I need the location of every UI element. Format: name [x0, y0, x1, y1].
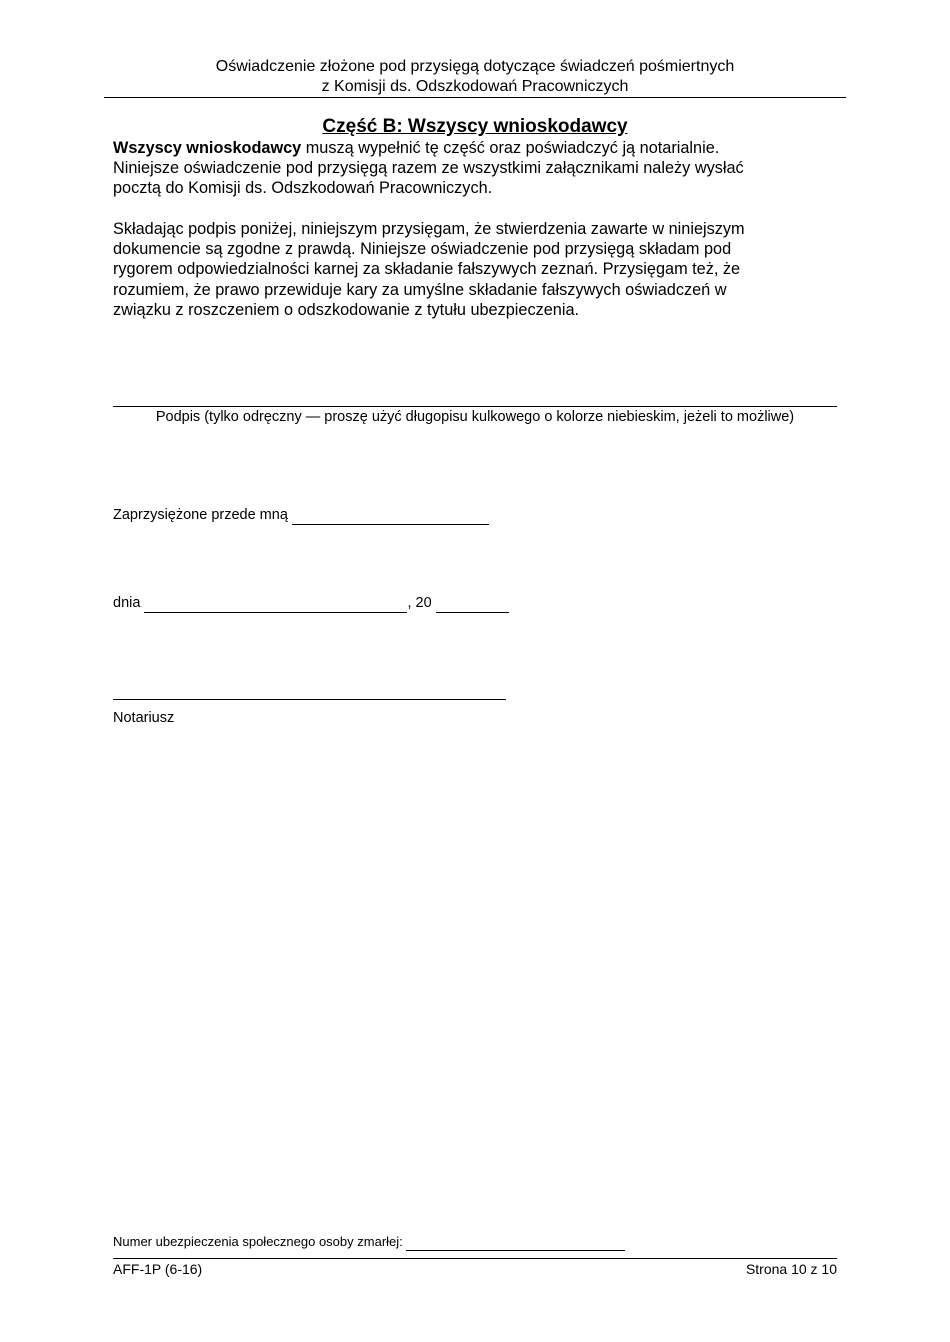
ssn-field[interactable] [406, 1236, 625, 1251]
signature-field[interactable] [113, 406, 837, 407]
notary-signature-field[interactable] [113, 699, 506, 700]
oath-line-5: związku z roszczeniem o odszkodowanie z tytułu ubezpieczenia. [113, 300, 580, 319]
oath-paragraph [113, 219, 838, 320]
oath-line-3: rygorem odpowiedzialności karnej za składanie fałszywych zeznań. Przysięgam też, że [113, 260, 741, 279]
date-row [113, 593, 509, 613]
section-title: Część B: Wszyscy wnioskodawcy [322, 116, 628, 137]
date-year-label: , 20 [407, 595, 432, 611]
intro-bold-lead: Wszyscy wnioskodawcy [113, 139, 302, 157]
ssn-label: Numer ubezpieczenia społecznego osoby zmarłej: [113, 1234, 403, 1249]
intro-line-3: pocztą do Komisji ds. Odszkodowań Pracowniczych. [113, 179, 493, 198]
intro-paragraph [113, 138, 838, 199]
header-title-line-2: z Komisji ds. Odszkodowań Pracowniczych [321, 78, 629, 95]
signature-caption: Podpis (tylko odręczny — proszę użyć długopisu kulkowego o kolorze niebieskim, jeżeli to możliwe) [155, 409, 795, 425]
sworn-before-label: Zaprzysiężone przede mną [113, 507, 288, 523]
ssn-row [113, 1233, 625, 1251]
intro-line-1-text: muszą wypełnić tę część oraz poświadczyć ją notarialnie. [301, 139, 720, 157]
header-title-line-1: Oświadczenie złożone pod przysięgą dotyczące świadczeń pośmiertnych [215, 58, 735, 75]
oath-line-1: Składając podpis poniżej, niniejszym przysięgam, że stwierdzenia zawarte w niniejszym [113, 220, 745, 238]
date-day-field[interactable] [144, 596, 407, 613]
header-divider [104, 97, 846, 98]
intro-line-1 [113, 138, 838, 158]
sworn-before-field[interactable] [292, 508, 489, 525]
oath-line-4: rozumiem, że prawo przewiduje kary za umyślne składanie fałszywych oświadczeń w [113, 280, 727, 299]
page-number: Strona 10 z 10 [745, 1261, 837, 1277]
form-code: AFF-1P (6-16) [113, 1261, 203, 1277]
sworn-before-row [113, 505, 489, 525]
footer-divider [113, 1258, 837, 1259]
document-header [104, 57, 846, 97]
date-year-field[interactable] [436, 596, 509, 613]
date-day-label: dnia [113, 595, 141, 611]
oath-line-2: dokumencie są zgodne z prawdą. Niniejsze oświadczenie pod przysięgą składam pod [113, 240, 732, 259]
notary-label: Notariusz [113, 710, 175, 726]
intro-line-2: Niniejsze oświadczenie pod przysięgą razem ze wszystkimi załącznikami należy wysłać [113, 159, 744, 178]
